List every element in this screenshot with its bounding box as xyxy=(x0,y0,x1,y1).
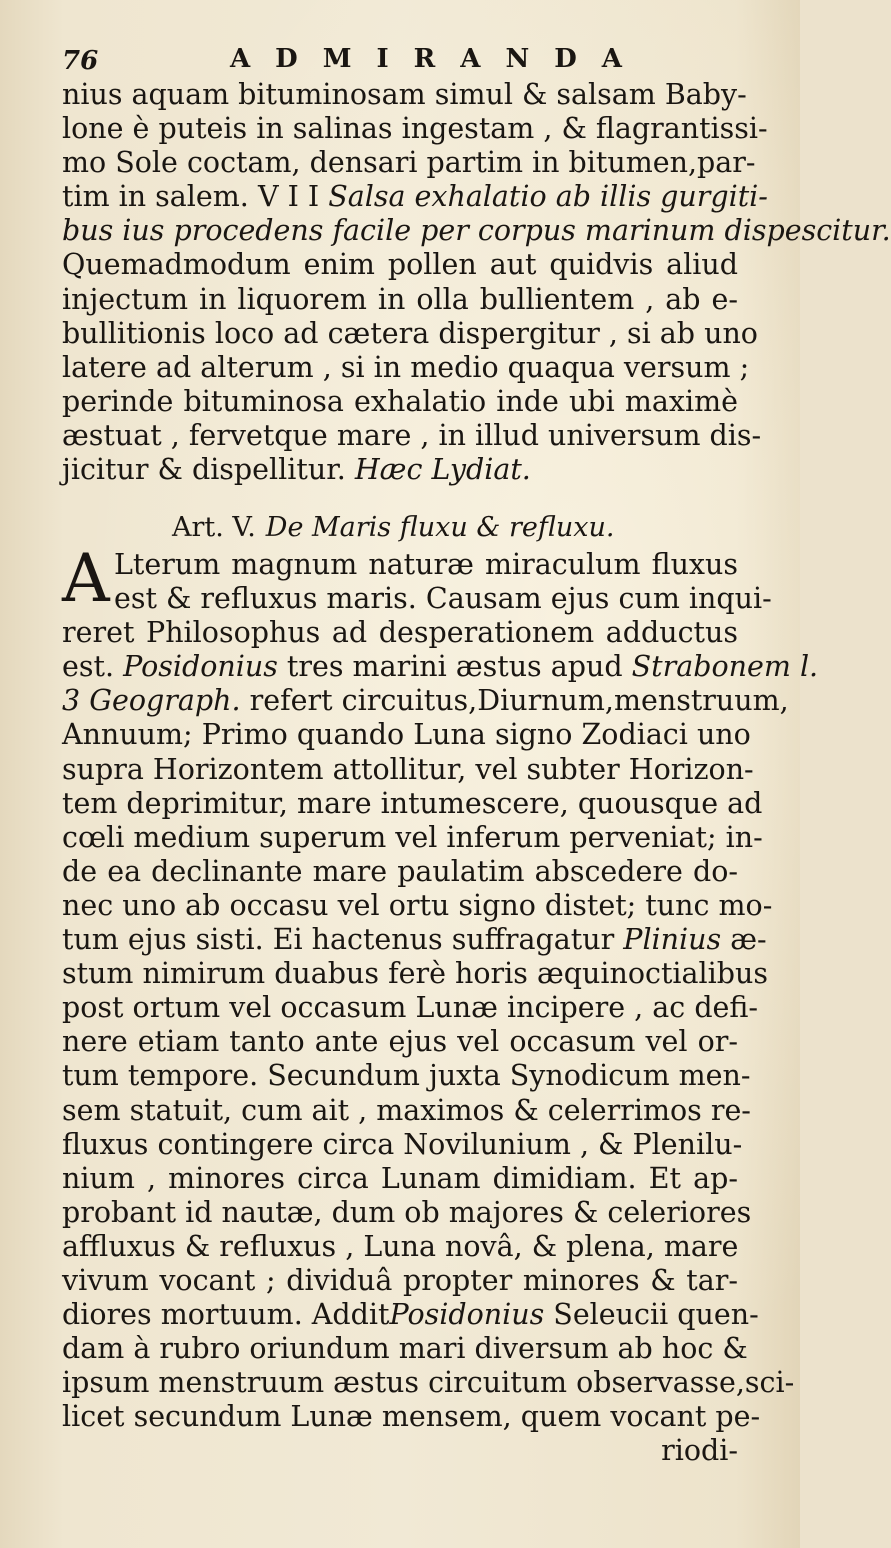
author-name: Strabonem l. xyxy=(631,650,819,684)
work-title: Geograph. xyxy=(89,684,241,718)
text-line xyxy=(62,650,819,684)
author-name: Posidonius xyxy=(389,1298,545,1332)
text-line: supra Horizontem attollitur, vel subter Horizon- xyxy=(62,752,754,786)
text-fragment: æ- xyxy=(730,923,767,957)
text-line: cœli medium superum vel inferum perveniat; in- xyxy=(62,820,763,854)
section-numeral: V I I xyxy=(257,180,320,214)
author-name: Posidonius xyxy=(123,650,278,684)
signature: Hæc Lydiat. xyxy=(354,453,531,487)
text-line: latere ad alterum , si in medio quaqua versum ; xyxy=(62,350,750,384)
text-line xyxy=(62,214,891,248)
text-line: bullitionis loco ad cætera dispergitur , si ab uno xyxy=(62,316,758,350)
text-line xyxy=(62,684,789,718)
text-fragment: bus xyxy=(62,214,114,248)
page-header xyxy=(62,40,702,82)
text-line: nere etiam tanto ante ejus vel occasum vel or- xyxy=(62,1025,738,1059)
text-line: nius aquam bituminosam simul & salsam Baby- xyxy=(62,78,747,111)
text-fragment: tum ejus sisti. Ei hactenus suffragatur xyxy=(62,923,615,957)
text-line: injectum in liquorem in olla bullientem , ab e- xyxy=(62,282,738,316)
text-line: sem statuit, cum ait , maximos & celerrimos re- xyxy=(62,1093,751,1127)
text-line: nium , minores circa Lunam dimidiam. Et ap- xyxy=(62,1161,738,1195)
text-line: licet secundum Lunæ mensem, quem vocant pe- xyxy=(62,1400,761,1434)
italic-summary: Salsa exhalatio ab illis gurgiti- xyxy=(328,180,768,214)
running-head: ADMIRANDA xyxy=(230,44,647,74)
text-line: lone è puteis in salinas ingestam , & flagrantissi- xyxy=(62,112,768,146)
italic-summary-cont: ius procedens facile per corpus marinum dispescitur. xyxy=(122,214,891,248)
text-line: vivum vocant ; dividuâ propter minores & tar- xyxy=(62,1263,738,1297)
article-number: Art. V. xyxy=(172,512,256,543)
page-number: 76 xyxy=(62,46,99,76)
text-line: stum nimirum duabus ferè horis æquinoctialibus xyxy=(62,957,768,991)
text-line: est & refluxus maris. Causam ejus cum inqui- xyxy=(114,582,772,616)
text-line: mo Sole coctam, densari partim in bitumen,par- xyxy=(62,146,756,180)
text-line: fluxus contingere circa Novilunium , & Plenilu- xyxy=(62,1127,743,1161)
text-line: tem deprimitur, mare intumescere, quousque ad xyxy=(62,786,763,820)
text-line: Quemadmodum enim pollen aut quidvis aliud xyxy=(62,248,738,282)
author-name: Plinius xyxy=(623,923,722,957)
text-line: perinde bituminosa exhalatio inde ubi maximè xyxy=(62,384,738,418)
text-line: post ortum vel occasum Lunæ incipere , ac defi- xyxy=(62,991,759,1025)
text-line: reret Philosophus ad desperationem adductus xyxy=(62,616,738,650)
text-line xyxy=(62,180,768,214)
text-line xyxy=(62,1298,759,1332)
text-fragment: refert circuitus,Diurnum,menstruum, xyxy=(249,684,789,718)
text-fragment: Seleucii quen- xyxy=(553,1298,759,1332)
text-line: dam à rubro oriundum mari diversum ab hoc & xyxy=(62,1332,748,1366)
text-line: probant id nautæ, dum ob majores & celeriores xyxy=(62,1195,752,1229)
text-fragment: 3 xyxy=(62,684,81,718)
text-line: Annuum; Primo quando Luna signo Zodiaci uno xyxy=(62,718,751,752)
text-line: æstuat , fervetque mare , in illud universum dis- xyxy=(62,418,762,452)
catchword: riodi- xyxy=(661,1434,738,1468)
text-line: affluxus & refluxus , Luna novâ, & plena, mare xyxy=(62,1229,739,1263)
paragraph-fluxus xyxy=(62,540,819,1469)
text-line: nec uno ab occasu vel ortu signo distet; tunc mo- xyxy=(62,888,773,922)
text-line: de ea declinante mare paulatim abscedere do- xyxy=(62,854,738,888)
text-fragment: tres marini æstus apud xyxy=(286,650,623,684)
drop-cap: A xyxy=(62,540,110,617)
section-title: De Maris fluxu & refluxu. xyxy=(265,512,615,543)
text-line xyxy=(62,923,767,957)
text-line: tum tempore. Secundum juxta Synodicum men- xyxy=(62,1059,751,1093)
text-line xyxy=(62,453,738,487)
text-fragment: est. xyxy=(62,650,115,684)
text-fragment: diores mortuum. Addit xyxy=(62,1298,390,1332)
text-line: ipsum menstruum æstus circuitum observasse,sci- xyxy=(62,1366,795,1400)
text-fragment: jicitur & dispellitur. xyxy=(62,453,346,487)
paragraph-lydiat xyxy=(62,78,891,487)
section-heading xyxy=(172,512,614,543)
text-fragment: tim in salem. xyxy=(62,180,249,214)
text-line: Lterum magnum naturæ miraculum fluxus xyxy=(114,548,738,581)
